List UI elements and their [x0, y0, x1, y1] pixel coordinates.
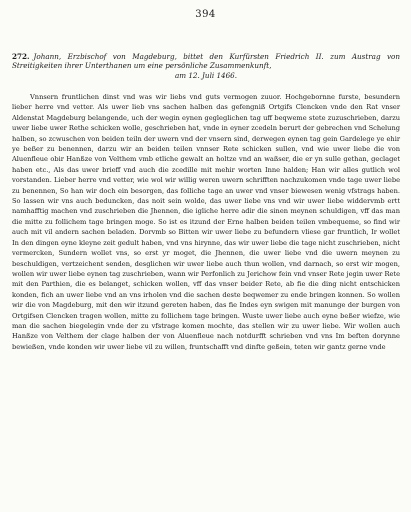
letter-body: Vnnsern fruntlichen dinst vnd was wir liebs vnd guts vermogen zuuor. Hochgebornne furste, besundern lieber herre vnd vetter. Als uwer lieb vns sachen halben das gefengniß Ortgifs Clencken vnde den Rat vnser Aldenstat Magdeburg belangende, uch der wegin eynen gegleglichen tag uff beqweme stete zuzuschrieben, darzu uwer liebe uwer Rethe schicken wolle, geschrieben hat, vnde in eyner zcedeln berurt der gebrechen vnd Schelung halben, so zcwuschen von beiden teiln der uwern vnd der vnsern sind, derwegen eynen tag gein Gardelege ye ehir ye beßer zu benennen, darzu wir an beiden teilen vnnser Rete schicken sullen, vnd wie uwer liebe die von Aluenfleue obir Hanßze von Velthem vmb etliche gewalt an holtze vnd an waßser, die er yn sulle gethan, geclaget haben etc., Als das uwer brieff vnd auch die zcedille mit mehir worten Inne halden; Han wir alles gutlich wol vorstanden. Lieber herre vnd vetter, wie wol wir willig weren uwern schrifften nachzukomen vnde tage uwer liebe zu benennen, So han wir doch ein besorgen, das folliche tage an uwer vnd vnser biewesen wenig vfstrags haben. So lassen wir vns auch beduncken, das noit sein wolde, das uwer liebe vns vnd wir uwer liebe widdervmb ertt namhafftig machen vnd zuschrieben die Jhennen, die igliche herre adir die sinen meynen schuldigen, vff das man die mitte zu follichem tage bringen moge. So ist es itzund der Erne halben beiden teilen vmbequeme, so find wir auch mit vil andern sachen beladen. Dorvmb so Bitten wir uwer liebe zu befundern vliese gar fruntlich, Ir wollet In den dingen eyne kleyne zeit gedult haben, vnd vns hirynne, das wir uwer liebe die tage nicht zuschrieben, nicht vermercken, Sundern wollet vns, so erst yr moget, die Jhennen, die uwer liebe vnd die uwern meynen zu beschuldigen, vertzeichent senden, desglichen wir uwer liebe auch thun wollen, vnd darnach, so erst wir mogen, wollen wir uwer liebe eynen tag zuschrieben, wann wir Perfonlich zu Jerichow fein vnd vnser Rete jegin uwer Rete mit den Parthien, die es belanget, schicken wollen, vff das vnser beider Rete, ab fie die ding nicht entschicken konden, fich an uwer liebe vnd an vns irholen vnd die sachen deste beqwemer zu ende bringen konnen. So wollen wir die von Magdeburg, mit den wir itzund gereten haben, das fie Indes eyn swigen mit manunge der burgen von Ortgifsen Clencken tragen wollen, mitte zu follichem tage bringen. Wuste uwer liebe auch eyne beßer wiefze, wie man die sachen biegelegin vnde der zu vfstrage komen mochte, das stellen wir zu uwer liebe. Wir wollen auch Hanßze von Velthem der clage halben der von Aluenfleue nach notdurfft schrieben vnd vns Im beften dorynne bewießen, vnde konden wir uwer liebe vil zu willen, fruntschafft vnd dinfte geßein, teten wir gantz gerne vnde: [12, 93, 400, 351]
entry-number: 272.: [12, 52, 30, 61]
document-heading: [12, 52, 400, 80]
heading-text: Johann, Erzbischof von Magdeburg, bittet den Kurfürsten Friedrich II. zum Austrag von Streitigkeiten ihrer Unterthanen um eine persönliche Zusammenkunft,: [12, 52, 400, 71]
page-number: 394: [195, 9, 216, 20]
dateline: am 12. Juli 1466.: [174, 70, 238, 80]
